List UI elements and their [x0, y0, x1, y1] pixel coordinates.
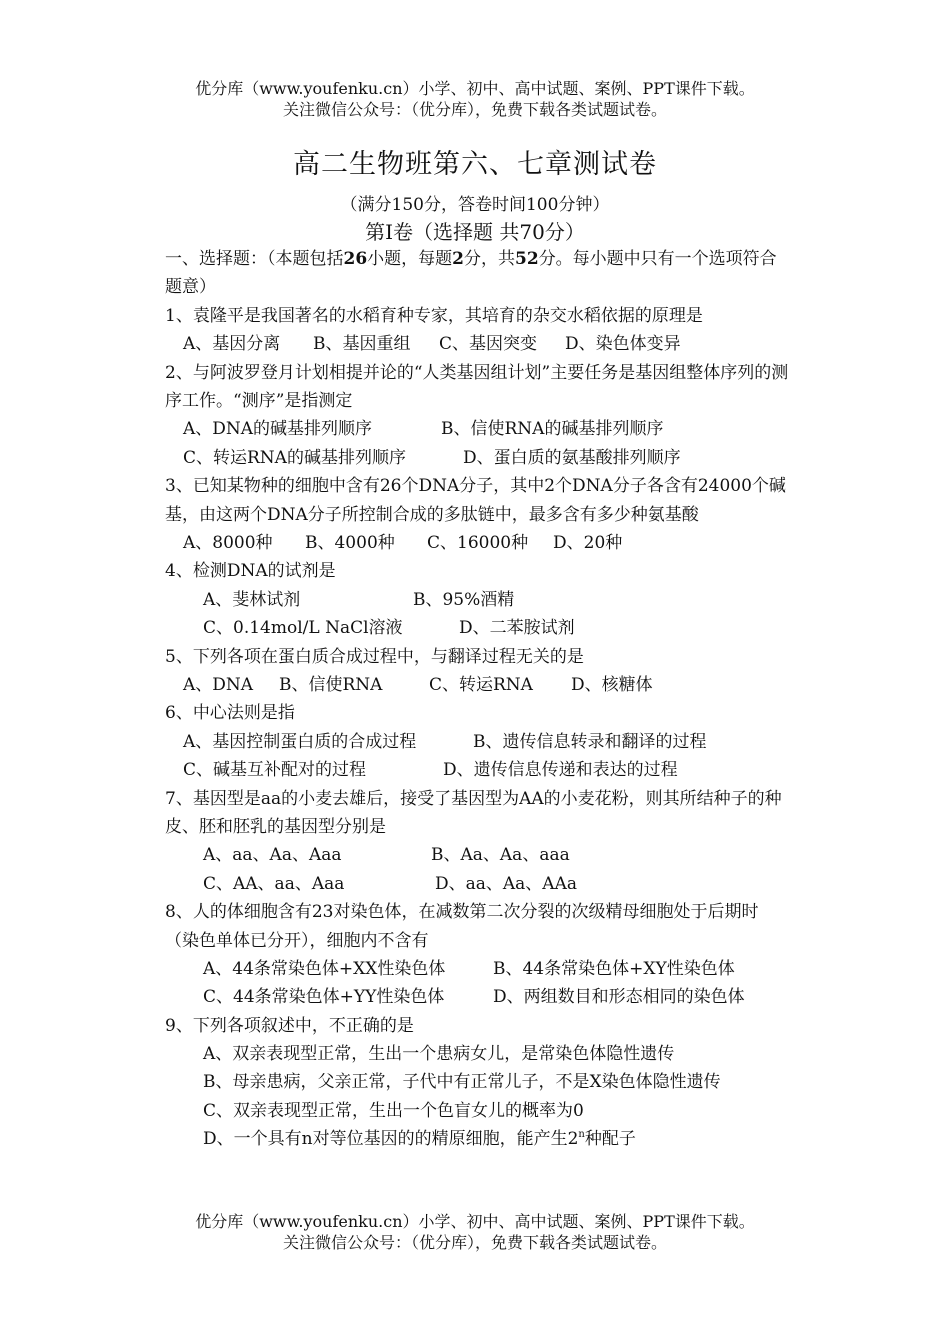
option-row: [165, 841, 790, 869]
option-d: D、染色体变异: [565, 334, 681, 355]
option-c: C、44条常染色体+YY性染色体: [203, 987, 445, 1008]
page-footer: [0, 1211, 950, 1253]
option-row: [165, 444, 790, 472]
option-b: B、信使RNA: [279, 674, 383, 695]
option-c: C、16000种: [427, 533, 529, 553]
question-stem: 9、下列各项叙述中，不正确的是: [165, 1015, 414, 1036]
option-row: [165, 330, 790, 358]
option-a: A、DNA: [183, 674, 254, 695]
option-row: [165, 955, 790, 983]
option-a: A、44条常染色体+XX性染色体: [203, 958, 446, 979]
option-a: A、aa、Aa、Aaa: [203, 845, 342, 866]
option-b: B、基因重组: [313, 334, 411, 355]
option-b: B、Aa、Aa、aaa: [431, 845, 570, 866]
option-a: A、DNA的碱基排列顺序: [183, 419, 373, 440]
option-b: B、遗传信息转录和翻译的过程: [473, 731, 707, 752]
header-line-2: 关注微信公众号：（优分库），免费下载各类试题试卷。: [282, 100, 667, 119]
footer-line-1: 优分库（www.youfenku.cn）小学、初中、高中试题、案例、PPT课件下载。: [195, 1212, 755, 1231]
option-a: A、双亲表现型正常，生出一个患病女儿，是常染色体隐性遗传: [203, 1044, 675, 1065]
question-stem: 3、已知某物种的细胞中含有26个DNA分子，其中2个DNA分子各含有24000个碱基，由这两个DNA分子所控制合成的多肽链中，最多含有多少种氨基酸: [165, 476, 786, 525]
question-stem: 4、检测DNA的试剂是: [165, 561, 336, 582]
option-row: [165, 529, 790, 557]
option-b: B、信使RNA的碱基排列顺序: [441, 419, 664, 440]
instructions: 一、选择题：（本题包括26小题，每题2分，共52分。每小题中只有一个选项符合题意）: [165, 249, 777, 298]
option-d: D、20种: [553, 533, 623, 553]
option-row: [165, 983, 790, 1011]
option-b: B、95%酒精: [413, 589, 515, 610]
option-d: D、两组数目和形态相同的染色体: [493, 987, 745, 1008]
option-a: A、8000种: [183, 533, 273, 553]
option-b: B、4000种: [305, 533, 395, 553]
option-c: C、基因突变: [439, 334, 538, 355]
option-d: D、蛋白质的氨基酸排列顺序: [463, 447, 681, 468]
question-stem: 6、中心法则是指: [165, 703, 295, 724]
option-d: D、一个具有n对等位基因的的精原细胞，能产生2$^n$种配子: [203, 1129, 636, 1150]
question-stem: 1、袁隆平是我国著名的水稻育种专家，其培育的杂交水稻依据的原理是: [165, 305, 703, 326]
option-row: [165, 671, 790, 699]
option-row: [165, 728, 790, 756]
option-row: [165, 756, 790, 784]
option-c: C、双亲表现型正常，生出一个色盲女儿的概率为0: [203, 1100, 584, 1121]
question-body: [165, 245, 790, 1154]
option-a: A、基因控制蛋白质的合成过程: [183, 731, 417, 752]
option-b: B、母亲患病，父亲正常，子代中有正常儿子，不是X染色体隐性遗传: [203, 1072, 721, 1093]
question-stem: 2、与阿波罗登月计划相提并论的“人类基因组计划”主要任务是基因组整体序列的测序工作。“测序”是指测定: [165, 362, 789, 411]
question-stem: 7、基因型是aa的小麦去雄后，接受了基因型为AA的小麦花粉，则其所结种子的种皮、胚和胚乳的基因型分别是: [165, 788, 782, 837]
option-row: [165, 586, 790, 614]
footer-line-2: 关注微信公众号：（优分库），免费下载各类试题试卷。: [282, 1233, 667, 1252]
exam-subtitle: （满分150分，答卷时间100分钟）: [340, 195, 610, 215]
option-c: C、转运RNA: [429, 674, 533, 695]
header-line-1: 优分库（www.youfenku.cn）小学、初中、高中试题、案例、PPT课件下载。: [195, 79, 755, 98]
option-row: [165, 614, 790, 642]
superscript-n: n: [578, 1129, 585, 1141]
exam-title: 高二生物班第六、七章测试卷: [293, 149, 657, 180]
option-c: C、AA、aa、Aaa: [203, 873, 345, 894]
option-a: A、基因分离: [183, 334, 281, 355]
option-row: [165, 415, 790, 443]
option-d: D、核糖体: [571, 674, 653, 695]
option-c: C、0.14mol/L NaCl溶液: [203, 618, 403, 639]
question-stem: 5、下列各项在蛋白质合成过程中，与翻译过程无关的是: [165, 646, 584, 667]
option-c: C、碱基互补配对的过程: [183, 760, 367, 781]
option-row: [165, 870, 790, 898]
question-stem: 8、人的体细胞含有23对染色体，在减数第二次分裂的次级精母细胞处于后期时（染色单体已分开），细胞内不含有: [165, 902, 759, 951]
option-d: D、二苯胺试剂: [459, 618, 575, 639]
page-header: [0, 78, 950, 120]
option-d: D、aa、Aa、AAa: [435, 873, 578, 894]
option-a: A、斐林试剂: [203, 589, 301, 610]
option-b: B、44条常染色体+XY性染色体: [493, 958, 735, 979]
option-c: C、转运RNA的碱基排列顺序: [183, 447, 406, 468]
section-title: 第I卷（选择题 共70分）: [365, 220, 585, 244]
option-d: D、遗传信息传递和表达的过程: [443, 760, 678, 781]
